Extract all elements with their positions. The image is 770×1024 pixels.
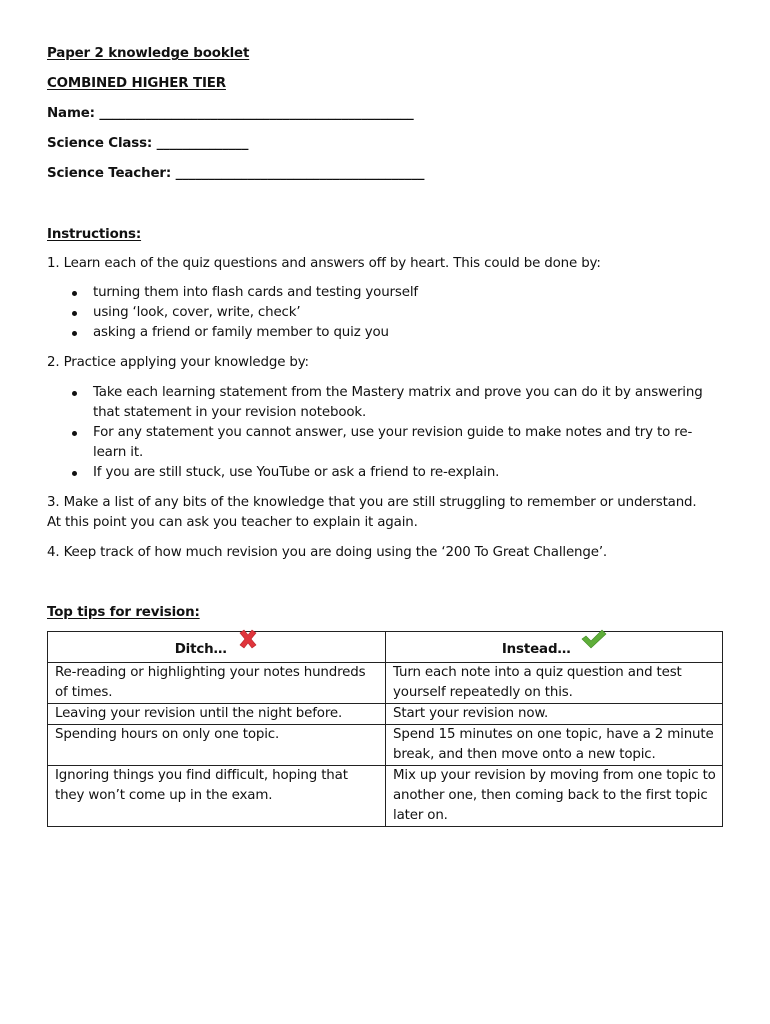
instruction-step-1: 1. Learn each of the quiz questions and answers off by heart. This could be done by: — [47, 256, 601, 271]
class-label: Science Class: — [47, 136, 153, 151]
list-item: turning them into flash cards and testing yourself — [47, 283, 727, 303]
table-row — [48, 663, 723, 704]
tier-heading: COMBINED HIGHER TIER — [47, 76, 226, 91]
instead-cell — [386, 725, 723, 766]
instead-cell — [386, 704, 723, 725]
ditch-cell — [48, 663, 386, 704]
step-3-line: At this point you can ask you teacher to explain it again. — [47, 515, 418, 530]
document-page — [47, 44, 727, 827]
ditch-column-header — [48, 632, 386, 663]
step-1-bullet-list — [47, 283, 727, 343]
cell-line: break, and then move onto a new topic. — [393, 747, 656, 762]
cell-line: later on. — [393, 808, 448, 823]
step-2-bullet-list — [47, 383, 727, 483]
list-item: asking a friend or family member to quiz you — [47, 323, 727, 343]
instead-header-label: Instead… — [501, 642, 571, 657]
instructions-heading: Instructions: — [47, 227, 142, 242]
cell-line: Turn each note into a quiz question and test — [393, 665, 682, 680]
name-label: Name: — [47, 106, 95, 121]
revision-tips-table — [47, 631, 723, 827]
table-row — [48, 725, 723, 766]
name-blank-line[interactable]: ________________________________________________ — [99, 106, 414, 121]
list-item-line: For any statement you cannot answer, use your revision guide to make notes and try to re- — [93, 425, 693, 440]
cell-line: another one, then coming back to the first topic — [393, 788, 708, 803]
instruction-step-3 — [47, 493, 727, 533]
table-header-row — [48, 632, 723, 663]
ditch-cell — [48, 704, 386, 725]
list-item — [47, 383, 727, 423]
cell-line: they won’t come up in the exam. — [55, 788, 273, 803]
cell-line: Leaving your revision until the night before. — [55, 706, 343, 721]
cell-line: Mix up your revision by moving from one topic to — [393, 768, 716, 783]
class-blank-line[interactable]: ______________ — [156, 136, 249, 151]
booklet-title: Paper 2 knowledge booklet — [47, 46, 250, 61]
cell-line: Spending hours on only one topic. — [55, 727, 280, 742]
name-field[interactable] — [47, 104, 727, 124]
teacher-blank-line[interactable]: ______________________________________ — [175, 166, 425, 181]
ditch-cell — [48, 766, 386, 827]
ditch-header-label: Ditch… — [174, 642, 227, 657]
class-field[interactable] — [47, 134, 727, 154]
list-item-line: If you are still stuck, use YouTube or ask a friend to re-explain. — [93, 465, 500, 480]
cell-line: yourself repeatedly on this. — [393, 685, 573, 700]
cell-line: of times. — [55, 685, 113, 700]
list-item — [47, 463, 727, 483]
cell-line: Re-reading or highlighting your notes hundreds — [55, 665, 366, 680]
check-icon — [581, 629, 607, 655]
instruction-step-2: 2. Practice applying your knowledge by: — [47, 355, 309, 370]
list-item-line: that statement in your revision notebook. — [93, 405, 367, 420]
tips-heading: Top tips for revision: — [47, 605, 200, 620]
list-item-line: learn it. — [93, 445, 144, 460]
table-row — [48, 766, 723, 827]
ditch-cell — [48, 725, 386, 766]
step-3-line: 3. Make a list of any bits of the knowledge that you are still struggling to remember or understand. — [47, 495, 697, 510]
cell-line: Start your revision now. — [393, 706, 549, 721]
instead-cell — [386, 663, 723, 704]
cross-icon — [237, 629, 259, 655]
list-item: using ‘look, cover, write, check’ — [47, 303, 727, 323]
cell-line: Spend 15 minutes on one topic, have a 2 minute — [393, 727, 714, 742]
cell-line: Ignoring things you find difficult, hoping that — [55, 768, 348, 783]
instruction-step-4: 4. Keep track of how much revision you are doing using the ‘200 To Great Challenge’. — [47, 545, 608, 560]
teacher-field[interactable] — [47, 164, 727, 184]
teacher-label: Science Teacher: — [47, 166, 172, 181]
table-row — [48, 704, 723, 725]
instead-cell — [386, 766, 723, 827]
instead-column-header — [386, 632, 723, 663]
list-item — [47, 423, 727, 463]
list-item-line: Take each learning statement from the Mastery matrix and prove you can do it by answering — [93, 385, 703, 400]
